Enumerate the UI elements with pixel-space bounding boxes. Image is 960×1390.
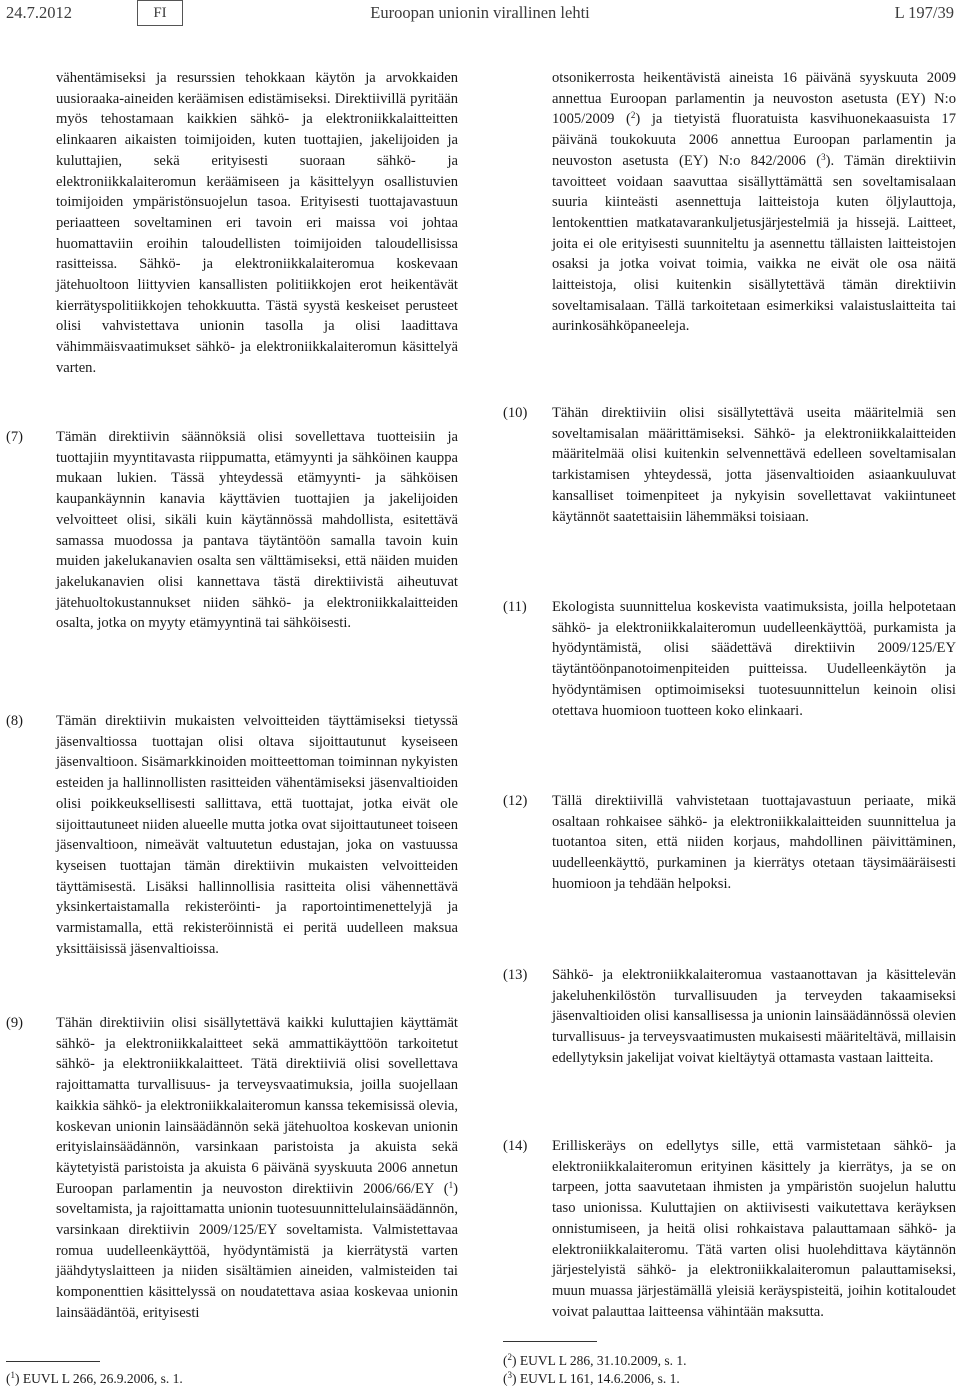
footnote-separator-right — [503, 1341, 597, 1342]
recital-number: (14) — [503, 1138, 528, 1154]
right-intro-paragraph: otsonikerrosta heikentävistä aineista 16 päivänä syyskuuta 2009 annettua Euroopan parlamentin ja neuvoston asetusta (EY) N:o 1005/2009 ($^2$) ja tietyistä fluoratuista kasvihuonekaasuista 17 päivänä toukokuuta 2006 annettua Euroopan parlamentin ja neuvoston asetusta (EY) N:o 842/2006 ($^3$). Tämän direktiivin tavoitteet voidaan saavuttaa sisällyttämättä sen soveltamisalaan suuria kiinteästi asennettuja laitteistoja kuten öljylauttoja, lentokenttien matkatavarankuljetusjärjestelmiä ja hissejä. Laitteet, joita ei ole erityisesti suunniteltu ja asennettu tällaisten laitteistojen osaksi ja jotka voivat toimia, vaikka ne eivät ole osa näitä laitteistoja, olisi kuitenkin sisällytettävä tämän direktiivin soveltamisalaan. Tällä tarkoitetaan esimerkiksi valaistuslaitteita tai aurinkosähköpaneeleja. — [552, 70, 956, 335]
recital-number: (9) — [6, 1015, 24, 1031]
recital-text: Erilliskeräys on edellytys sille, että varmistetaan sähkö- ja elektroniikkalaiteromun erityinen käsittely ja kierrätys, ja se on tarpeen, jotta saavutetaan ihmisten ja ympäristön suojelun haluttu taso unionissa. Kuluttajien on aktiivisesti vaikutettava keräyksen onnistumiseen, ja heitä olisi rohkaistava palauttamaan sähkö- ja elektroniikkalaiteromu. Tätä varten olisi huolehdittava käytännön järjestelyistä sähkö- ja elektroniikkalaiteromun palauttamiseksi, muun muassa järjestämällä yleisiä keräyspisteitä, joihin kotitaloudet voivat palauttaa laitteensa vähintään maksutta. — [552, 1138, 956, 1320]
recital-text: Tällä direktiivillä vahvistetaan tuottajavastuun periaate, mikä osaltaan rohkaisee sähkö- ja elektroniikkalaitteiden suunnittelua ja tuotantoa siten, että niiden korjaus, mahdollinen päivittäminen, uudelleenkäyttö, purkaminen ja kierrätys otetaan täysimääräisesti huomioon ja tehdään helpoksi. — [552, 793, 956, 892]
recital-text: Tähän direktiiviin olisi sisällytettävä useita määritelmiä sen soveltamisalan määrittämiseksi. Sähkö- ja elektroniikkalaitteiden määritelmää olisi kuitenkin selvennettävä edelleen soveltamisalan tarkistamisen yhteydessä, jotta jäsenvaltioiden asiaankuuluvat kansalliset toimenpiteet ja nykyisin sovellettavat vakiintuneet käytännöt saatettaisiin lähemmäksi toisiaan. — [552, 405, 956, 525]
recital-text: Ekologista suunnittelua koskevista vaatimuksista, joilla helpotetaan sähkö- ja elektroniikkalaiteromun uudelleenkäyttöä, purkamista ja hyödyntämistä, olisi säädettävä direktiivin 2009/125/EY täytäntöönpanotoimenpiteiden puitteissa. Uudelleenkäytön ja hyödyntämisen optimoimiseksi tuotesuunnittelun keinoin olisi otettava huomioon tuotteen koko elinkaari. — [552, 599, 956, 719]
recital-number: (7) — [6, 429, 24, 445]
page-reference: L 197/39 — [894, 3, 954, 22]
recital-number: (8) — [6, 713, 24, 729]
footnote-separator-left — [6, 1361, 100, 1362]
recital-text: Sähkö- ja elektroniikkalaiteromua vastaanottavan ja käsittelevän jakeluhenkilöstön turvallisuuden ja terveyden takaamiseksi jäsenvaltioiden olisi kansallisessa ja unionin lainsäädännössä olevien turvallisuus- ja terveysvaatimusten mukaisesti määriteltävä, millaisin edellytyksin jakelijat voivat kieltäytyä ottamasta vastaan laitteita. — [552, 967, 956, 1066]
recital-number: (11) — [503, 599, 527, 615]
recital-number: (10) — [503, 405, 528, 421]
recital-text: Tähän direktiiviin olisi sisällytettävä kaikki kuluttajien käyttämät sähkö- ja elektroniikkalaitteet sekä ammattikäyttöön tarkoitetut sähkö- ja elektroniikkalaitteet. Tätä direktiiviä olisi sovellettava rajoittamatta turvallisuus- ja terveysvaatimuksia, joilla suojellaan kaikkia sähkö- ja elektroniikkalaiteromun kanssa tekemisissä olevia, koskevan unionin lainsäädännön sekä jätehuoltoa koskevan unionin erityislainsäädännön, varsinkaan paristoista ja akuista sekä käytetyistä paristoista ja akuista 6 päivänä syyskuuta 2006 annetun Euroopan parlamentin ja neuvoston direktiivin 2006/66/EY ($^1$) soveltamista, ja rajoittamatta unionin tuotesuunnittelulainsäädännön, varsinkaan direktiivin 2009/125/EY soveltamista. Valmistettavaa romua uudelleenkäyttöä, hyödyntämistä ja kierrätystä varten jäähdytyslaitteen ja niiden sisältämien aineiden, valmisteiden tai komponenttien käsittelyssä on noudatettava asiaa koskevaa unionin lainsäädäntöä, erityisesti — [56, 1015, 458, 1321]
footnote-3: ($^3$) EUVL L 161, 14.6.2006, s. 1. — [503, 1370, 680, 1386]
footnote-1: ($^1$) EUVL L 266, 26.9.2006, s. 1. — [6, 1370, 183, 1386]
recital-number: (13) — [503, 967, 528, 983]
footnote-2: ($^2$) EUVL L 286, 31.10.2009, s. 1. — [503, 1352, 687, 1368]
recital-text: Tämän direktiivin mukaisten velvoitteiden täyttämiseksi tietyssä jäsenvaltiossa tuottajan olisi oltava sijoittautunut kyseiseen jäsenvaltioon. Sisämarkkinoiden moitteettoman toiminnan nykyisten esteiden ja hallinnollisten rasitteiden vähentämiseksi jäsenvaltioiden olisi poikkeuksellisesti sallittava, että tuottajat, jotka eivät ole sijoittautuneet niiden alueelle mutta jotka ovat sijoittautuneet toiseen jäsenvaltioon, nimeävät valtuutetun edustajan, joka on vastuussa kyseisen tuottajan tämän direktiivin mukaisten velvoitteiden täyttämisestä. Lisäksi hallinnollisia rasitteita olisi vähennettävä yksinkertaistamalla rekisteröinti- ja raportointimenettelyjä ja varmistamalla, että rekisteröinnistä ei peritä uudelleen maksua yksittäisissä jäsenvaltioissa. — [56, 713, 458, 957]
recital-text: Tämän direktiivin säännöksiä olisi sovellettava tuotteisiin ja tuottajiin myyntitavasta riippumatta, etämyynti ja sähköinen kauppa mukaan lukien. Tässä yhteydessä etämyynti- ja sähköisen kaupankäynnin kanavia käyttävien tuottajien ja jakelijoiden velvoitteet olisi, sikäli kuin käytännössä mahdollista, esitettävä samassa muodossa ja pantava täytäntöön samalla tavoin kuin muiden jakelukanavien osalta sen välttämiseksi, että näiden muiden jakelukanavien olisi kannettava tästä direktiivistä aiheutuvat jätehuoltokustannukset niiden sähkö- ja elektroniikkalaitteiden osalta, jotka on myyty etämyyntinä tai sähköisesti. — [56, 429, 458, 632]
header-date: 24.7.2012 — [6, 3, 72, 22]
language-badge: FI — [137, 0, 183, 26]
left-intro-paragraph: vähentämiseksi ja resurssien tehokkaan käytön ja arvokkaiden uusioraaka-aineiden keräämisen edistämiseksi. Direktiivillä pyritään myös tehostamaan kaikkien sähkö- ja elektroniikkalaitteitten elinkaaren aikaisten toimijoiden, kuten tuottajien, jakelijoiden ja kuluttajien, sekä erityisesti suoraan sähkö- ja elektroniikkalaiteromun keräämiseen ja käsittelyyn osallistuvien toimijoiden ympäristönsuojelun tasoa. Erityisesti tuottajavastuun periaatteen soveltaminen eri tavoin eri maissa voi johtaa huomattaviin eroihin taloudellisten toimijoiden taloudellisissa rasitteissa. Sähkö- ja elektroniikkalaiteromua koskevaan jätehuoltoon liittyvien kansallisten politiikkojen erot heikentävät kierrätyspolitiikkojen tehokkuutta. Tästä syystä keskeiset perusteet olisi vahvistettava unionin tasolla ja olisi laadittava vähimmäisvaatimukset sähkö- ja elektroniikkalaiteromun käsittelyä varten. — [56, 70, 458, 376]
recital-number: (12) — [503, 793, 528, 809]
page-header — [0, 0, 960, 30]
journal-title: Euroopan unionin virallinen lehti — [370, 3, 590, 22]
